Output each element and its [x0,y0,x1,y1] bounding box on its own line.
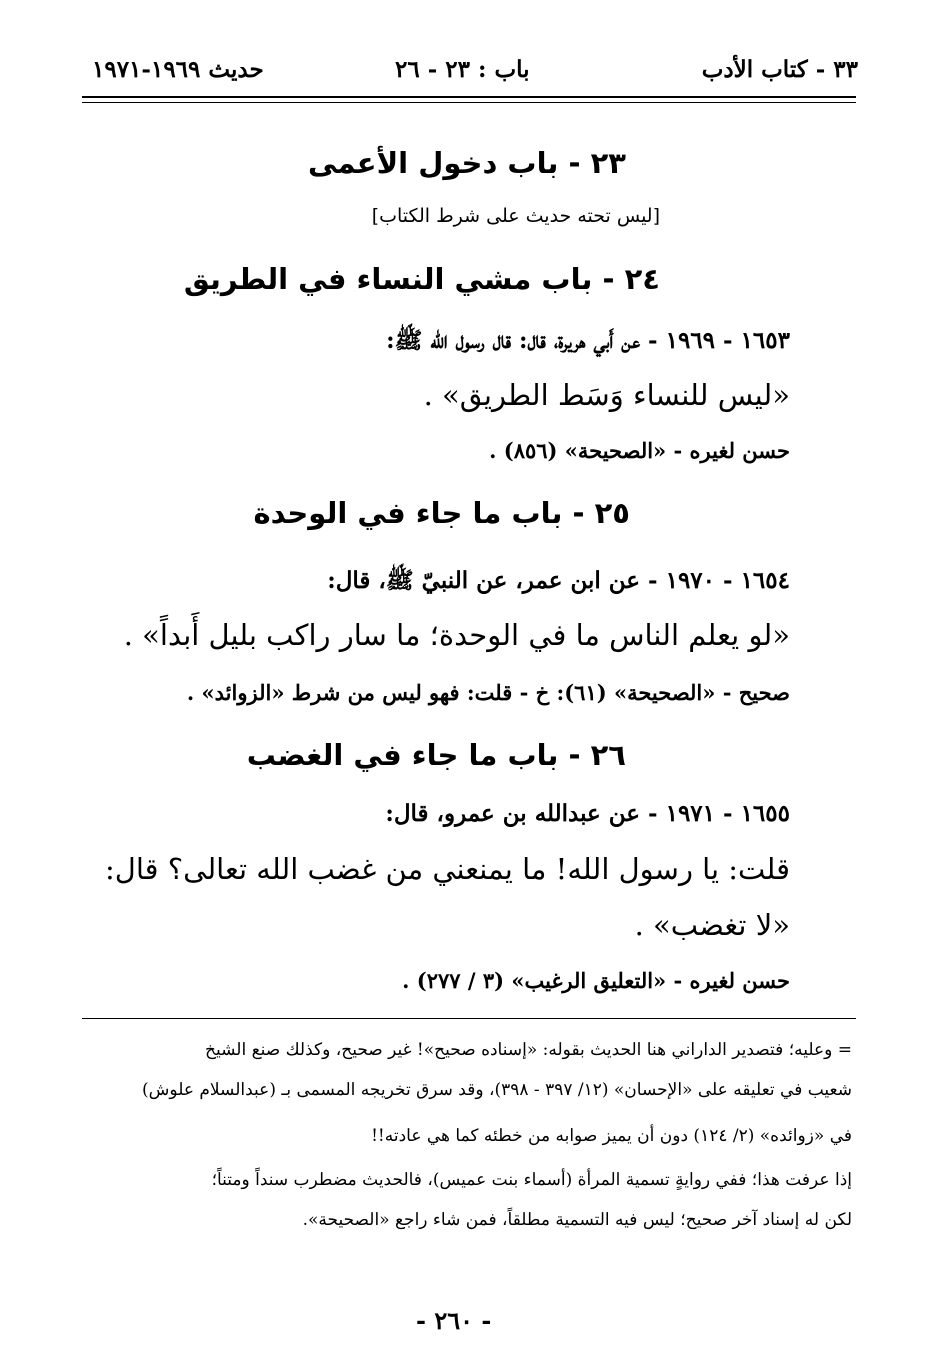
chapter-heading-26: ٢٦ - باب ما جاء في الغضب [246,738,626,772]
running-header-book: ٣٣ - كتاب الأدب [701,56,858,83]
hadith-1653-text: «ليس للنساء وَسَط الطريق» . [423,378,790,412]
chapter-note-23: [ليس تحته حديث على شرط الكتاب] [371,205,660,227]
footnote-line-2: شعيب في تعليقه على «الإحسان» (١٢/ ٣٩٧ - ٣٩٨)، وقد سرق تخريجه المسمى بـ (عبدالسلام علوش) [142,1080,852,1100]
footnote-line-5: لكن له إسناد آخر صحيح؛ ليس فيه التسمية مطلقاً، فمن شاء راجع «الصحيحة». [302,1210,852,1230]
hadith-1654-grade: صحيح - «الصحيحة» (٦١): خ - قلت: فهو ليس من شرط «الزوائد» . [186,680,790,705]
hadith-1655-text-1: قلت: يا رسول الله! ما يمنعني من غضب الله تعالى؟ قال: [105,852,790,886]
chapter-heading-24: ٢٤ - باب مشي النساء في الطريق [183,262,660,296]
hadith-1653-intro: ١٦٥٣ - ١٩٦٩ - عن أَبي هريرة، قال: قال رسول الله ﷺ: [386,327,790,354]
hadith-1655-intro: ١٦٥٥ - ١٩٧١ - عن عبدالله بن عمرو، قال: [385,800,790,827]
footnote-line-1: = وعليه؛ فتصدير الداراني هنا الحديث بقوله: «إسناده صحيح»! غير صحيح، وكذلك صنع الشيخ [205,1040,852,1060]
hadith-1653-grade: حسن لغيره - «الصحيحة» (٨٥٦) . [489,438,790,463]
page-number: - ٢٦٠ - [416,1306,492,1335]
hadith-1654-text: «لو يعلم الناس ما في الوحدة؛ ما سار راكب بليل أَبداً» . [123,618,790,652]
running-header-chapters: باب : ٢٣ - ٢٦ [395,56,530,83]
chapter-heading-25: ٢٥ - باب ما جاء في الوحدة [253,496,630,530]
footnote-rule [82,1018,856,1019]
running-header-hadiths: حديث ١٩٦٩-١٩٧١ [92,56,264,83]
header-rule-thick [82,96,856,98]
header-rule-thin [82,102,856,103]
chapter-heading-23: ٢٣ - باب دخول الأعمى [307,146,626,180]
hadith-1655-text-2: «لا تغضب» . [634,908,790,942]
footnote-line-4: إذا عرفت هذا؛ ففي روايةٍ تسمية المرأة (أسماء بنت عميس)، فالحديث مضطرب سنداً ومتناً؛ [211,1170,852,1190]
hadith-1654-intro: ١٦٥٤ - ١٩٧٠ - عن ابن عمر، عن النبيّ ﷺ، قال: [327,567,790,594]
hadith-1655-grade: حسن لغيره - «التعليق الرغيب» (٣ / ٢٧٧) . [402,968,790,993]
footnote-line-3: في «زوائده» (٢/ ١٢٤) دون أن يميز صوابه من خطئه كما هي عادته!! [371,1126,852,1146]
